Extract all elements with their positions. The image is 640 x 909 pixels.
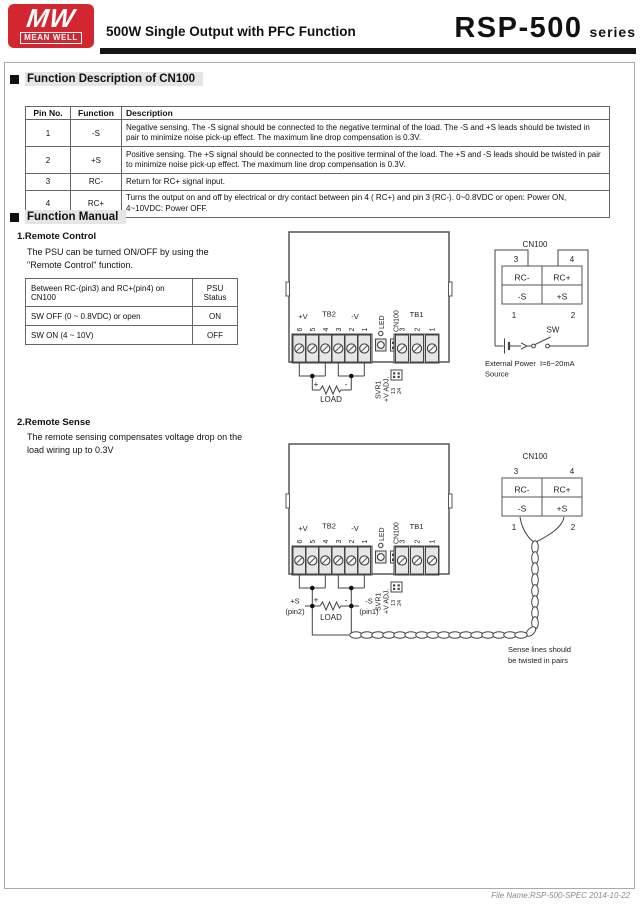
header-divider <box>100 48 636 54</box>
table-row <box>26 174 610 191</box>
sw-label: SW <box>546 325 560 335</box>
col-header-status: PSU Status <box>193 279 238 307</box>
cell-description: Turns the output on and off by electrical or dry contact between pin 4 ( RC+) and pin 3 (RC-). 0~0.8VDC or open: Power ON, 4~10VDC: Power OFF. <box>122 190 610 217</box>
table-row <box>26 120 610 147</box>
cell-condition: SW ON (4 ~ 10V) <box>26 326 193 345</box>
logo-brand-name: MEAN WELL <box>20 32 82 44</box>
section-header-cn100-description <box>10 72 203 86</box>
cell-pin: 1 <box>26 120 71 147</box>
cell-function: +S <box>71 147 122 174</box>
plus-s-pin-label: (pin2) <box>285 607 305 616</box>
col-header-pin: Pin No. <box>26 107 71 120</box>
cell-condition: SW OFF (0 ~ 0.8VDC) or open <box>26 307 193 326</box>
col-header-condition: Between RC-(pin3) and RC+(pin4) on CN100 <box>26 279 193 307</box>
col-header-description: Description <box>122 107 610 120</box>
cell-status: ON <box>193 307 238 326</box>
current-arrow-icon <box>521 343 527 349</box>
switch-lever-icon <box>535 337 551 345</box>
remote-control-status-table <box>25 278 238 345</box>
section-title: Function Description of CN100 <box>25 72 203 86</box>
remote-sense-diagram <box>283 430 628 675</box>
cell-description: Negative sensing. The -S signal should be connected to the negative terminal of the load. The -S and +S leads should be twisted in pair to minimize noise pick-up effect. The maximum line drop compensation is 0.3V. <box>122 120 610 147</box>
cell-pin: 3 <box>26 174 71 191</box>
cell-function: RC+ <box>71 190 122 217</box>
cell-description: Positive sensing. The +S signal should be connected to the positive terminal of the load. The +S and -S leads should be twisted in pair to minimize noise pick-up effect. The maximum line drop compensation is 0.3V. <box>122 147 610 174</box>
load-resistor <box>320 386 341 394</box>
load-plus-label: + <box>313 380 319 389</box>
paragraph-line: load wiring up to 0.3V <box>27 444 114 455</box>
cn100-description-table <box>25 106 610 218</box>
section-bullet-icon <box>10 75 19 84</box>
load-label: LOAD <box>320 613 342 622</box>
load-plus-label: + <box>313 595 319 605</box>
cell-description: Return for RC+ signal input. <box>122 174 610 191</box>
ext-power-label-2: Source <box>485 369 509 379</box>
series-name: RSP-500 <box>454 12 583 44</box>
remote-sense-paragraph <box>27 431 242 456</box>
paragraph-line: "Remote Control" function. <box>27 259 133 270</box>
section-header-function-manual <box>10 210 126 224</box>
section-title: Function Manual <box>25 210 126 224</box>
remote-sense-heading: 2.Remote Sense <box>17 417 91 428</box>
minus-s-label: -S <box>365 596 373 606</box>
remote-control-diagram <box>283 218 628 418</box>
cell-function: RC- <box>71 174 122 191</box>
current-note: I=6~20mA <box>540 359 575 368</box>
remote-control-heading: 1.Remote Control <box>17 231 97 242</box>
cell-pin: 2 <box>26 147 71 174</box>
load-wiring <box>299 363 364 394</box>
sense-note-line-2: be twisted in pairs <box>508 656 569 665</box>
product-line-title: 500W Single Output with PFC Function <box>106 24 356 39</box>
col-header-function: Function <box>71 107 122 120</box>
paragraph-line: The PSU can be turned ON/OFF by using the <box>27 247 209 257</box>
sense-wire-split <box>520 517 564 543</box>
minus-s-pin-label: (pin1) <box>359 607 379 616</box>
cell-pin: 4 <box>26 190 71 217</box>
sense-load-wiring <box>299 575 364 635</box>
table-header-row <box>26 107 610 120</box>
load-minus-label: - <box>344 380 348 389</box>
meanwell-logo <box>8 4 94 48</box>
cell-function: -S <box>71 120 122 147</box>
table-row <box>26 326 238 345</box>
file-info: File Name:RSP-500-SPEC 2014-10-22 <box>491 891 630 900</box>
table-row <box>26 307 238 326</box>
section-bullet-icon <box>10 213 19 222</box>
series-word: series <box>589 24 636 40</box>
load-resistor <box>320 602 341 610</box>
plus-s-label: +S <box>290 596 300 606</box>
sense-note-line-1: Sense lines should <box>508 645 571 654</box>
logo-mw-monogram: MW <box>24 3 78 33</box>
remote-control-paragraph <box>27 246 209 271</box>
load-minus-label: - <box>344 595 348 605</box>
table-header-row <box>26 279 238 307</box>
load-label: LOAD <box>320 395 342 404</box>
cell-status: OFF <box>193 326 238 345</box>
table-row <box>26 147 610 174</box>
paragraph-line: The remote sensing compensates voltage drop on the <box>27 432 243 442</box>
ext-power-label-1: External Power <box>485 359 536 368</box>
series-title <box>454 12 636 45</box>
